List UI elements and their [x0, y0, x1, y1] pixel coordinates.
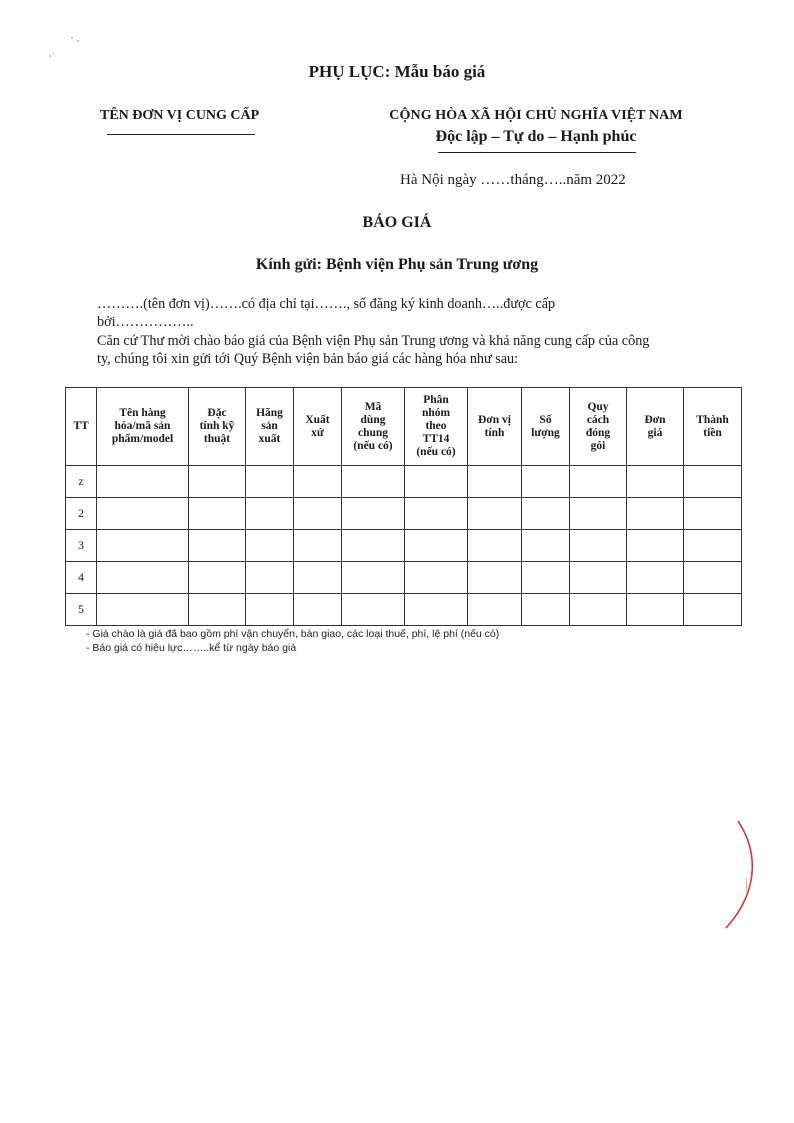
- column-header-line: xứ: [311, 426, 324, 439]
- empty-cell: [97, 498, 189, 530]
- empty-cell: [522, 498, 570, 530]
- appendix-prefix: PHỤ LỤC:: [308, 62, 391, 81]
- empty-cell: [246, 562, 294, 594]
- basis-line-1: Căn cứ Thư mời chào báo giá của Bệnh viện Phụ sản Trung ương và khả năng cung cấp của công: [97, 333, 650, 349]
- row-number: 2: [66, 498, 97, 530]
- column-header-line: (nếu có): [353, 439, 393, 452]
- empty-cell: [189, 498, 246, 530]
- empty-cell: [405, 498, 468, 530]
- basis-line-2: ty, chúng tôi xin gửi tới Quý Bệnh viện bản báo giá các hàng hóa như sau:: [97, 351, 519, 367]
- column-header-line: Đơn vị: [478, 413, 511, 426]
- empty-cell: [189, 466, 246, 498]
- empty-cell: [405, 466, 468, 498]
- column-header-line: Quy: [587, 400, 609, 413]
- empty-cell: [468, 498, 522, 530]
- column-header-line: chung: [357, 426, 389, 439]
- empty-cell: [570, 498, 627, 530]
- column-header: [66, 388, 97, 466]
- column-header: [405, 388, 468, 466]
- column-header: [189, 388, 246, 466]
- motto: Độc lập – Tự do – Hạnh phúc: [435, 128, 637, 145]
- empty-cell: [342, 594, 405, 626]
- red-stamp-mark: [716, 818, 766, 938]
- column-header: [684, 388, 742, 466]
- empty-cell: [684, 562, 742, 594]
- column-header-line: tính: [484, 426, 505, 439]
- appendix-name: Mẫu báo giá: [394, 62, 486, 81]
- column-header-line: Thành: [696, 413, 729, 426]
- empty-cell: [294, 594, 342, 626]
- empty-cell: [684, 466, 742, 498]
- table-row: [66, 594, 742, 626]
- empty-cell: [522, 594, 570, 626]
- empty-cell: [405, 594, 468, 626]
- column-header: [342, 388, 405, 466]
- column-header-line: (nếu có): [416, 446, 456, 458]
- empty-cell: [627, 594, 684, 626]
- column-header-line: phẩm/model: [111, 433, 174, 445]
- recipient-line: Kính gửi: Bệnh viện Phụ sản Trung ương: [255, 256, 539, 273]
- empty-cell: [189, 562, 246, 594]
- intro-line-1: ……….(tên đơn vị)…….có địa chỉ tại……., số đăng ký kinh doanh…..được cấp: [97, 296, 556, 312]
- motto-underline: [438, 152, 636, 153]
- provider-underline: [107, 134, 255, 135]
- empty-cell: [97, 562, 189, 594]
- notes: [86, 627, 499, 655]
- quote-title: BÁO GIÁ: [362, 214, 432, 231]
- empty-cell: [570, 530, 627, 562]
- empty-cell: [468, 562, 522, 594]
- table-row: [66, 466, 742, 498]
- column-header-line: Mã: [364, 400, 382, 413]
- empty-cell: [342, 562, 405, 594]
- empty-cell: [570, 466, 627, 498]
- quote-table: [65, 387, 742, 626]
- column-header-line: giá: [647, 426, 663, 439]
- empty-cell: [627, 562, 684, 594]
- empty-cell: [342, 466, 405, 498]
- empty-cell: [405, 530, 468, 562]
- column-header-line: tính kỹ: [199, 420, 235, 432]
- empty-cell: [627, 466, 684, 498]
- empty-cell: [522, 530, 570, 562]
- column-header-line: TT14: [422, 433, 450, 445]
- column-header: [246, 388, 294, 466]
- empty-cell: [294, 466, 342, 498]
- row-number: 3: [66, 530, 97, 562]
- table-body: [66, 466, 742, 626]
- empty-cell: [246, 594, 294, 626]
- empty-cell: [246, 466, 294, 498]
- appendix-title: [0, 62, 794, 82]
- row-number: 4: [66, 562, 97, 594]
- row-number: 5: [66, 594, 97, 626]
- empty-cell: [405, 562, 468, 594]
- column-header: [570, 388, 627, 466]
- note-item: - Báo giá có hiệu lực……..kể từ ngày báo giá: [86, 642, 297, 654]
- empty-cell: [522, 562, 570, 594]
- column-header: [294, 388, 342, 466]
- row-number: z: [66, 466, 97, 498]
- empty-cell: [627, 530, 684, 562]
- column-header-line: tiền: [703, 426, 722, 439]
- empty-cell: [97, 594, 189, 626]
- empty-cell: [522, 466, 570, 498]
- column-header-line: đóng: [585, 426, 611, 439]
- note-item: - Giá chào là giá đã bao gồm phí vận chuyển, bàn giao, các loại thuế, phí, lệ phí (nếu có): [86, 628, 500, 640]
- column-header-line: Tên hàng: [119, 407, 166, 419]
- column-header-line: Đặc: [207, 407, 227, 419]
- column-header: [627, 388, 684, 466]
- column-header-line: sản: [261, 420, 278, 432]
- table-row: [66, 530, 742, 562]
- republic-heading: CỘNG HÒA XÃ HỘI CHỦ NGHĨA VIỆT NAM: [389, 108, 683, 123]
- table-row: [66, 498, 742, 530]
- column-header-line: hóa/mã sản: [114, 420, 171, 432]
- date-line: Hà Nội ngày ……tháng…..năm 2022: [400, 172, 626, 188]
- column-header-line: lượng: [531, 426, 560, 439]
- column-header-line: TT: [73, 420, 89, 432]
- empty-cell: [294, 562, 342, 594]
- column-header-line: cách: [586, 413, 610, 426]
- table-row: [66, 562, 742, 594]
- empty-cell: [246, 498, 294, 530]
- column-header-line: nhóm: [421, 407, 451, 419]
- empty-cell: [468, 594, 522, 626]
- column-header-line: gói: [590, 439, 606, 452]
- column-header-line: Số: [539, 413, 552, 426]
- empty-cell: [468, 466, 522, 498]
- column-header-line: xuất: [258, 433, 281, 445]
- column-header-line: Phân: [423, 394, 449, 406]
- empty-cell: [684, 530, 742, 562]
- empty-cell: [684, 594, 742, 626]
- empty-cell: [570, 594, 627, 626]
- empty-cell: [342, 530, 405, 562]
- empty-cell: [294, 530, 342, 562]
- empty-cell: [342, 498, 405, 530]
- intro-line-2: bởi……………..: [97, 314, 194, 330]
- empty-cell: [97, 466, 189, 498]
- column-header-line: theo: [425, 420, 447, 432]
- column-header-line: Xuất: [305, 413, 330, 426]
- empty-cell: [189, 530, 246, 562]
- column-header-line: Đơn: [644, 413, 666, 426]
- empty-cell: [189, 594, 246, 626]
- column-header-line: Hãng: [256, 407, 283, 419]
- empty-cell: [627, 498, 684, 530]
- empty-cell: [468, 530, 522, 562]
- column-header: [468, 388, 522, 466]
- column-header-line: thuật: [203, 433, 231, 445]
- empty-cell: [570, 562, 627, 594]
- column-header: [97, 388, 189, 466]
- empty-cell: [97, 530, 189, 562]
- provider-label: TÊN ĐƠN VỊ CUNG CẤP: [100, 108, 260, 123]
- empty-cell: [684, 498, 742, 530]
- column-header: [522, 388, 570, 466]
- empty-cell: [294, 498, 342, 530]
- empty-cell: [246, 530, 294, 562]
- table-header-row: [66, 388, 742, 466]
- column-header-line: dùng: [360, 413, 386, 426]
